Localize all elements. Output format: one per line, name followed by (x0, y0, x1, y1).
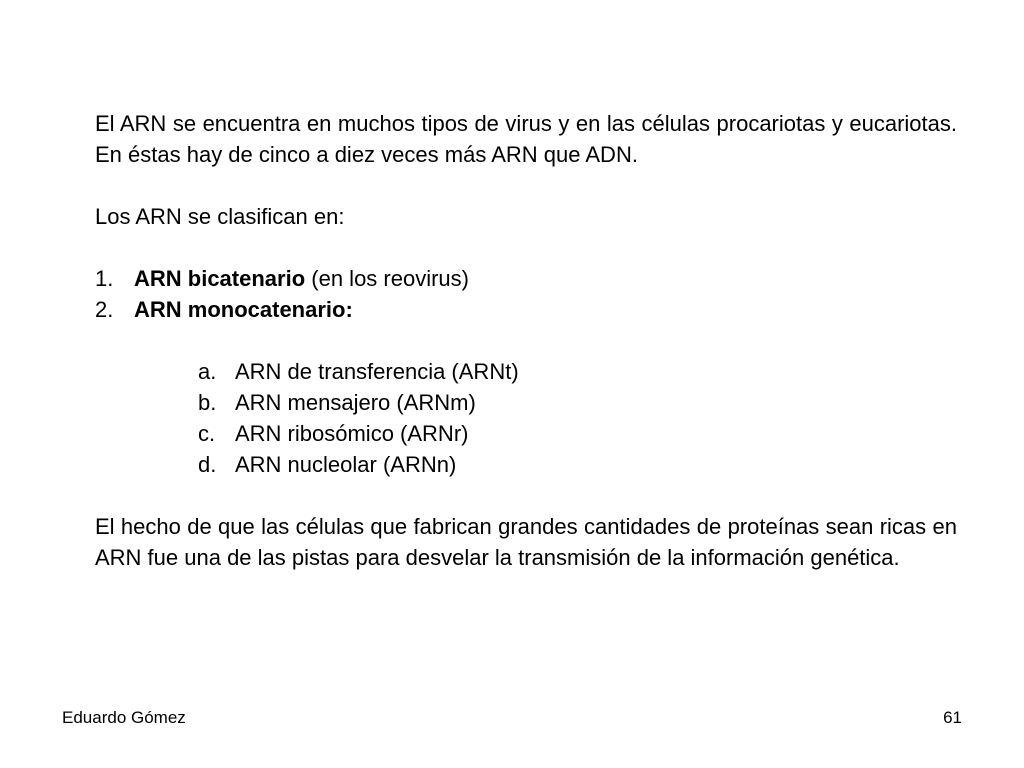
spacer (95, 232, 957, 263)
sublist-letter: c. (198, 421, 216, 446)
list-item-term: ARN bicatenario (134, 266, 306, 291)
spacer (95, 325, 957, 356)
list-item-monocatenario (95, 294, 957, 325)
conclusion-paragraph: El hecho de que las células que fabrican grandes cantidades de proteínas sean ricas en ARN fue una de las pistas para desvelar la transmisión de la información genética. (95, 514, 957, 570)
sublist-item (95, 418, 957, 449)
sublist-text: ARN ribosómico (ARNr) (235, 421, 469, 446)
classify-heading: Los ARN se clasifican en: (95, 204, 345, 229)
list-item-bicatenario (95, 263, 957, 294)
page-number: 61 (943, 708, 962, 727)
spacer (95, 170, 957, 201)
sublist-item (95, 387, 957, 418)
list-number: 2. (95, 297, 114, 322)
sublist-letter: b. (198, 390, 217, 415)
intro-paragraph: El ARN se encuentra en muchos tipos de virus y en las células procariotas y eucariotas. En éstas hay de cinco a diez veces más ARN que ADN. (95, 111, 957, 167)
sublist-letter: a. (198, 359, 217, 384)
slide-body (95, 108, 957, 573)
sublist-item (95, 356, 957, 387)
sublist-text: ARN mensajero (ARNm) (235, 390, 476, 415)
footer-author: Eduardo Gómez (62, 708, 186, 727)
sublist-text: ARN de transferencia (ARNt) (235, 359, 519, 384)
list-item-term: ARN monocatenario: (134, 297, 353, 322)
sublist-item (95, 449, 957, 480)
sublist-letter: d. (198, 452, 217, 477)
spacer (95, 480, 957, 511)
list-number: 1. (95, 266, 114, 291)
sublist-text: ARN nucleolar (ARNn) (235, 452, 457, 477)
list-item-detail: (en los reovirus) (305, 266, 469, 291)
